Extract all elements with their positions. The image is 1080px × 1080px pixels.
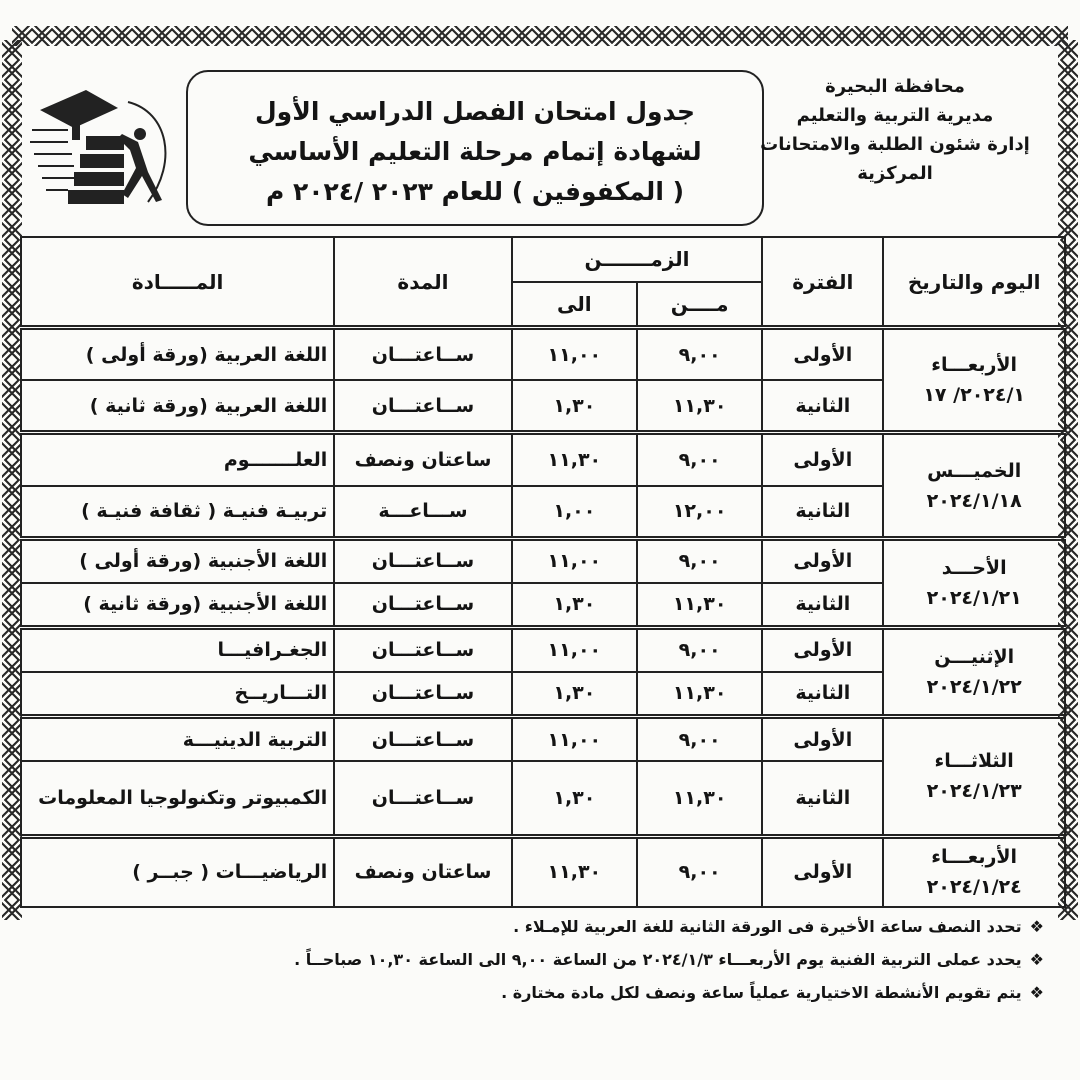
- subject-cell: الجغـرافيـــا: [21, 627, 334, 672]
- day-cell: [883, 627, 1065, 716]
- from-cell: ٩,٠٠: [637, 538, 762, 583]
- note-item: [34, 910, 1044, 943]
- note-item: [34, 976, 1044, 1009]
- subject-cell: اللغة العربية (ورقة ثانية ): [21, 380, 334, 433]
- to-cell: ١١,٠٠: [512, 328, 637, 381]
- table-row: [21, 538, 1065, 583]
- subject-cell: اللغة العربية (ورقة أولى ): [21, 328, 334, 381]
- to-cell: ١,٣٠: [512, 380, 637, 433]
- authority-department: إدارة شئون الطلبة والامتحانات: [760, 134, 1030, 155]
- table-row: [21, 717, 1065, 762]
- day-name: الخميـــس: [927, 459, 1022, 482]
- period-cell: الثانية: [762, 761, 883, 836]
- to-cell: ١١,٠٠: [512, 717, 637, 762]
- duration-cell: ســاعتـــان: [334, 380, 511, 433]
- from-cell: ٩,٠٠: [637, 328, 762, 381]
- to-cell: ١,٣٠: [512, 672, 637, 717]
- day-cell: [883, 836, 1065, 907]
- from-cell: ١٢,٠٠: [637, 486, 762, 539]
- period-cell: الأولى: [762, 717, 883, 762]
- day-date: ٢٠٢٤/١/٢٤: [926, 876, 1022, 899]
- to-cell: ١,٣٠: [512, 583, 637, 628]
- from-cell: ٩,٠٠: [637, 627, 762, 672]
- authority-governorate: محافظة البحيرة: [825, 76, 965, 97]
- day-name: الإثنيـــن: [934, 645, 1015, 668]
- bullet-star-icon: ❖: [1029, 950, 1044, 969]
- duration-cell: ســاعتـــان: [334, 761, 511, 836]
- day-cell: [883, 717, 1065, 837]
- duration-cell: ســاعتـــان: [334, 672, 511, 717]
- day-name: الأحـــد: [941, 556, 1007, 579]
- table-row: [21, 328, 1065, 381]
- title-line-1: جدول امتحان الفصل الدراسي الأول: [254, 97, 696, 126]
- education-logo-icon: [28, 72, 178, 222]
- note-item: [34, 943, 1044, 976]
- duration-cell: ساعتان ونصف: [334, 433, 511, 486]
- day-cell: [883, 433, 1065, 538]
- day-name: الثلاثـــاء: [934, 750, 1014, 773]
- note-text: يتم تقويم الأنشطة الاختيارية عملياً ساعة ونصف لكل مادة مختارة .: [501, 983, 1022, 1002]
- note-text: تحدد النصف ساعة الأخيرة فى الورقة الثانية للغة العربية للإمـلاء .: [513, 917, 1022, 936]
- from-cell: ٩,٠٠: [637, 433, 762, 486]
- day-name: الأربعـــاء: [931, 846, 1018, 869]
- subject-cell: اللغة الأجنبية (ورقة ثانية ): [21, 583, 334, 628]
- header-subject: المـــــادة: [21, 237, 334, 328]
- period-cell: الثانية: [762, 380, 883, 433]
- title-line-2: لشهادة إتمام مرحلة التعليم الأساسي: [248, 137, 702, 166]
- duration-cell: ســاعتـــان: [334, 328, 511, 381]
- from-cell: ١١,٣٠: [637, 583, 762, 628]
- day-date: ٢٠٢٤/١/٢١: [926, 586, 1022, 609]
- table-row: [21, 433, 1065, 486]
- duration-cell: ســاعتـــان: [334, 538, 511, 583]
- to-cell: ١١,٠٠: [512, 538, 637, 583]
- title-line-3: ( المكفوفين ) للعام ٢٠٢٣ /٢٠٢٤ م: [265, 177, 685, 206]
- period-cell: الثانية: [762, 486, 883, 539]
- notes-section: [34, 910, 1044, 1009]
- issuing-authority: [750, 72, 1040, 188]
- header-to: الى: [512, 282, 637, 328]
- to-cell: ١١,٣٠: [512, 433, 637, 486]
- authority-directorate: مديرية التربية والتعليم: [796, 105, 994, 126]
- subject-cell: الكمبيوتر وتكنولوجيا المعلومات: [21, 761, 334, 836]
- day-date: ٢٠٢٤/١/ ١٧: [923, 384, 1026, 407]
- day-cell: [883, 328, 1065, 433]
- period-cell: الثانية: [762, 672, 883, 717]
- header-period: الفترة: [762, 237, 883, 328]
- table-row: [21, 627, 1065, 672]
- exam-schedule-table: [20, 236, 1066, 908]
- day-name: الأربعـــاء: [931, 354, 1018, 377]
- header-duration: المدة: [334, 237, 511, 328]
- subject-cell: الرياضيـــات ( جبــر ): [21, 836, 334, 907]
- subject-cell: التـــاريــخ: [21, 672, 334, 717]
- subject-cell: تربيـة فنيـة ( ثقافة فنيـة ): [21, 486, 334, 539]
- note-text: يحدد عملى التربية الفنية يوم الأربعـــاء ٢٠٢٤/١/٣ من الساعة ٩,٠٠ الى الساعة ١٠,٣٠ صباحــاً .: [294, 950, 1022, 969]
- from-cell: ١١,٣٠: [637, 761, 762, 836]
- header-time: الزمـــــــن: [512, 237, 763, 282]
- duration-cell: ســاعتـــان: [334, 583, 511, 628]
- to-cell: ١,٠٠: [512, 486, 637, 539]
- from-cell: ١١,٣٠: [637, 672, 762, 717]
- day-date: ٢٠٢٤/١/٢٣: [926, 780, 1022, 803]
- period-cell: الثانية: [762, 583, 883, 628]
- period-cell: الأولى: [762, 433, 883, 486]
- duration-cell: ســاعتـــان: [334, 717, 511, 762]
- subject-cell: العلـــــــوم: [21, 433, 334, 486]
- duration-cell: ساعتان ونصف: [334, 836, 511, 907]
- authority-department-cont: المركزية: [857, 163, 933, 184]
- header-day-date: اليوم والتاريخ: [883, 237, 1065, 328]
- day-date: ٢٠٢٤/١/١٨: [926, 489, 1022, 512]
- period-cell: الأولى: [762, 538, 883, 583]
- to-cell: ١١,٣٠: [512, 836, 637, 907]
- subject-cell: اللغة الأجنبية (ورقة أولى ): [21, 538, 334, 583]
- header-from: مــــن: [637, 282, 762, 328]
- period-cell: الأولى: [762, 836, 883, 907]
- from-cell: ٩,٠٠: [637, 836, 762, 907]
- table-row: [21, 836, 1065, 907]
- from-cell: ٩,٠٠: [637, 717, 762, 762]
- bullet-star-icon: ❖: [1029, 983, 1044, 1002]
- duration-cell: ســـاعـــة: [334, 486, 511, 539]
- to-cell: ١,٣٠: [512, 761, 637, 836]
- day-cell: [883, 538, 1065, 627]
- day-date: ٢٠٢٤/١/٢٢: [926, 675, 1022, 698]
- to-cell: ١١,٠٠: [512, 627, 637, 672]
- exam-title-box: [186, 70, 764, 226]
- period-cell: الأولى: [762, 627, 883, 672]
- period-cell: الأولى: [762, 328, 883, 381]
- from-cell: ١١,٣٠: [637, 380, 762, 433]
- bullet-star-icon: ❖: [1029, 917, 1044, 936]
- subject-cell: التربية الدينيـــة: [21, 717, 334, 762]
- duration-cell: ســاعتـــان: [334, 627, 511, 672]
- decorative-border-top: [12, 22, 1068, 50]
